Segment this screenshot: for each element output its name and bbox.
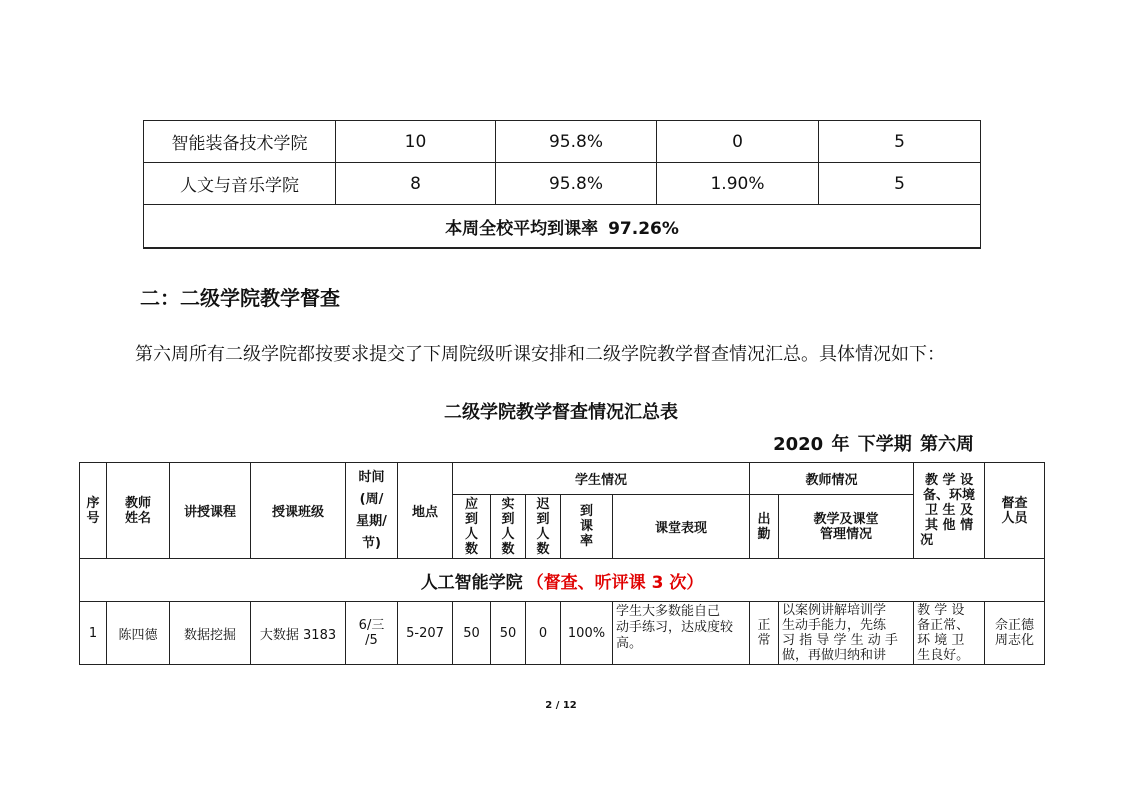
- header-environment: 教 学 设 备、环境 卫 生 及 其 他 情 况: [914, 463, 985, 559]
- table-row: [144, 163, 981, 205]
- actual-cell: 50: [491, 602, 526, 665]
- attendance-cell: 正 常: [750, 602, 779, 665]
- value-cell: 95.8%: [496, 163, 657, 205]
- header-seq: 序 号: [80, 463, 107, 559]
- intro-paragraph: 第六周所有二级学院都按要求提交了下周院级听课安排和二级学院教学督查情况汇总。具体情况如下：: [135, 344, 945, 365]
- page-number: 2 / 12: [545, 700, 577, 711]
- value-cell: 8: [336, 163, 496, 205]
- header-location: 地点: [398, 463, 453, 559]
- table-row: [144, 121, 981, 163]
- average-row: [144, 205, 981, 249]
- header-supervisor: 督查 人员: [985, 463, 1045, 559]
- header-row: [80, 463, 1045, 495]
- summary-title: 二级学院教学督查情况汇总表: [444, 402, 678, 423]
- header-performance: 课堂表现: [613, 495, 750, 559]
- average-label: 本周全校平均到课率: [445, 218, 599, 239]
- header-student-group: 学生情况: [453, 463, 750, 495]
- header-teacher: 教师 姓名: [107, 463, 170, 559]
- class-cell: 大数据 3183: [251, 602, 346, 665]
- header-time: 时间 (周/ 星期/ 节): [346, 463, 398, 559]
- value-cell: 1.90%: [657, 163, 819, 205]
- table-row: [80, 602, 1045, 665]
- value-cell: 5: [819, 163, 981, 205]
- value-cell: 10: [336, 121, 496, 163]
- value-cell: 5: [819, 121, 981, 163]
- rate-cell: 100%: [561, 602, 613, 665]
- college-name: 人工智能学院: [420, 572, 523, 593]
- header-class: 授课班级: [251, 463, 346, 559]
- late-cell: 0: [526, 602, 561, 665]
- time-cell: 6/三 /5: [346, 602, 398, 665]
- header-actual: 实 到 人 数: [491, 495, 526, 559]
- header-expected: 应 到 人 数: [453, 495, 491, 559]
- header-teaching-mgmt: 教学及课堂 管理情况: [779, 495, 914, 559]
- value-cell: 95.8%: [496, 121, 657, 163]
- environment-cell: 教 学 设 备正常、 环 境 卫 生良好。: [914, 602, 985, 665]
- attendance-table: [143, 120, 981, 249]
- header-course: 讲授课程: [170, 463, 251, 559]
- school-average-cell: [144, 205, 981, 249]
- supervisor-cell: 佘正德 周志化: [985, 602, 1045, 665]
- college-cell: [80, 559, 1045, 602]
- term-line: 2020 年 下学期 第六周: [773, 434, 974, 455]
- college-cell: 人文与音乐学院: [144, 163, 336, 205]
- section-heading: 二：二级学院教学督查: [140, 286, 340, 310]
- value-cell: 0: [657, 121, 819, 163]
- inspection-table: [79, 462, 1045, 665]
- college-cell: 智能装备技术学院: [144, 121, 336, 163]
- seq-cell: 1: [80, 602, 107, 665]
- header-rate: 到 课 率: [561, 495, 613, 559]
- header-attendance: 出 勤: [750, 495, 779, 559]
- course-cell: 数据挖掘: [170, 602, 251, 665]
- header-teacher-group: 教师情况: [750, 463, 914, 495]
- location-cell: 5-207: [398, 602, 453, 665]
- teaching-mgmt-cell: 以案例讲解培训学 生动手能力，先练 习 指 导 学 生 动 手 做，再做归纳和讲: [779, 602, 914, 665]
- teacher-cell: 陈四德: [107, 602, 170, 665]
- header-late: 迟 到 人 数: [526, 495, 561, 559]
- college-row: [80, 559, 1045, 602]
- average-value: 97.26%: [608, 218, 679, 239]
- college-note: （督查、听评课 3 次）: [526, 572, 704, 593]
- expected-cell: 50: [453, 602, 491, 665]
- performance-cell: 学生大多数能自己 动手练习，达成度较 高。: [613, 602, 750, 665]
